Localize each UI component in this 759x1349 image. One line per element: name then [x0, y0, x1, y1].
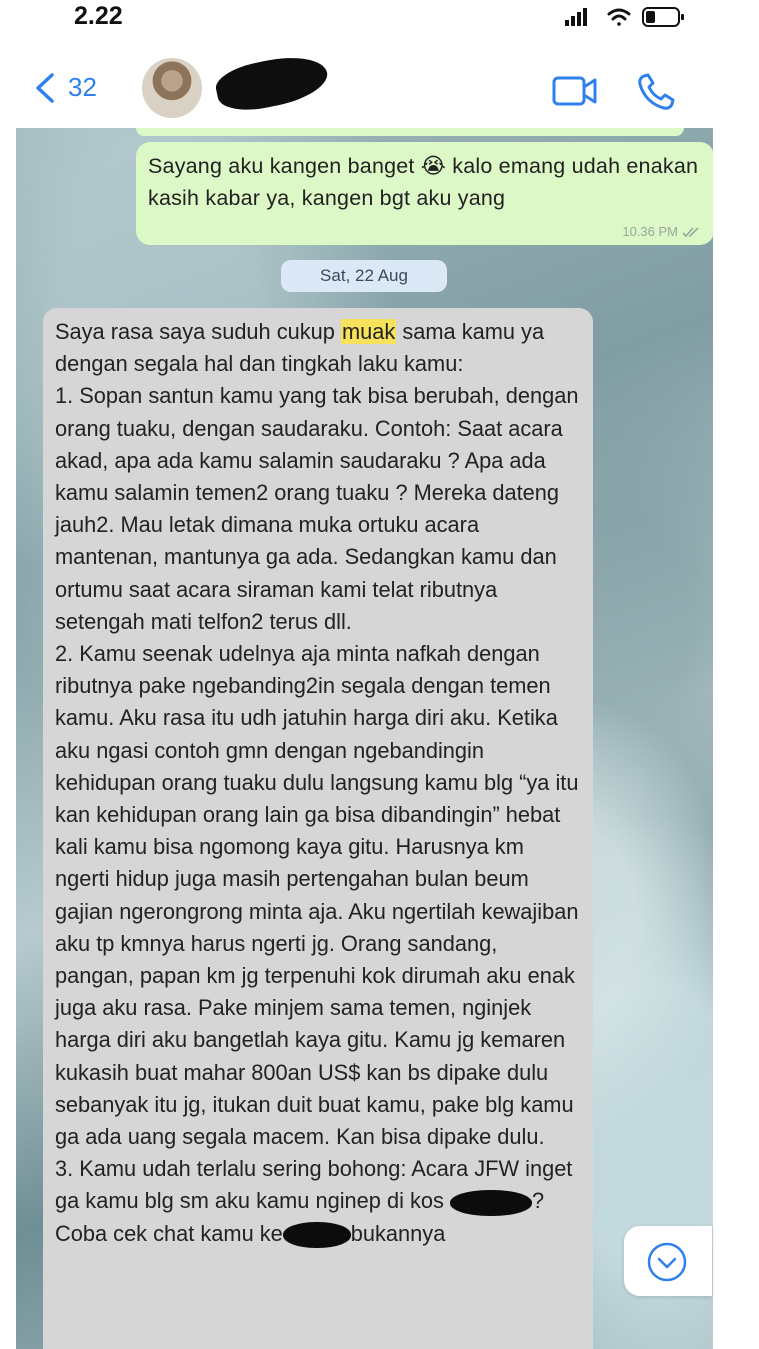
point-1: 1. Sopan santun kamu yang tak bisa berubah, dengan orang tuaku, dengan saudaraku. Contoh: Saat acara akad, apa ada kamu salamin saudaraku ? Apa ada kamu salamin temen2 orang tuaku ? Mereka dateng jauh2. Mau letak dimana muka ortuku acara mantenan, mantunya ga ada. Sedangkan kamu dan ortumu saat acara siraman kami telat ributnya setengah mati telfon2 terus dll. — [55, 383, 579, 634]
unread-count: 32 — [68, 72, 97, 102]
status-bar — [0, 0, 759, 40]
intro-text-end: sama kamu ya dengan segala hal dan tingkah laku kamu: — [55, 319, 545, 377]
chat-header — [0, 40, 759, 128]
chevron-left-icon — [34, 73, 56, 103]
point-3-end: bukannya — [350, 1220, 446, 1246]
message-text: Sayang aku kangen banget 😭 kalo emang udah enakan kasih kabar ya, kangen bgt aku yang — [148, 154, 699, 210]
signal-icon — [565, 8, 587, 26]
scroll-to-bottom-button[interactable] — [624, 1226, 712, 1296]
redacted-text — [283, 1222, 351, 1248]
message-meta — [622, 224, 702, 239]
highlighted-word: muak — [341, 319, 396, 344]
intro-text: Saya rasa saya suduh cukup — [55, 319, 341, 344]
phone-icon[interactable] — [636, 72, 676, 112]
incoming-message[interactable] — [43, 308, 593, 1349]
battery-icon — [643, 8, 684, 26]
wifi-icon — [609, 10, 629, 26]
outgoing-message[interactable] — [136, 142, 713, 245]
redacted-text — [450, 1190, 532, 1216]
status-time: 2.22 — [74, 2, 123, 30]
back-button[interactable] — [34, 72, 97, 103]
point-3: 3. Kamu udah terlalu sering bohong: Acara JFW inget ga kamu blg sm aku kamu nginep di kos — [55, 1156, 573, 1214]
message-time: 10.36 PM — [622, 224, 678, 239]
read-receipt-icon — [682, 226, 702, 238]
point-3-middle: ? Coba cek chat kamu ke — [55, 1188, 545, 1246]
point-2: 2. Kamu seenak udelnya aja minta nafkah dengan ributnya pake ngebanding2in segala dengan temen kamu. Aku rasa itu udh jatuhin harga diri aku. Ketika aku ngasi contoh gmn dengan ngebandingin kehidupan orang tuaku dulu langsung kamu blg “ya itu kan kehidupan orang lain ga bisa dibandingin” hebat kali kamu bisa ngomong kaya gitu. Harusnya km ngerti hidup juga masih pertengahan bulan beum gajian ngerongrong minta aja. Aku ngertilah kewajiban aku tp kmnya harus ngerti jg. Orang sandang, pangan, papan km jg terpenuhi kok dirumah aku enak juga aku rasa. Pake minjem sama temen, nginjek harga diri aku bangetlah kaya gitu. Kamu jg kemaren kukasih buat mahar 800an US$ kan bs dipake dulu sebanyak itu jg, itukan duit buat kamu, pake blg kamu ga ada uang segala macem. Kan bisa dipake dulu. — [55, 641, 579, 1150]
chat-area[interactable] — [16, 128, 713, 1349]
status-icons — [565, 6, 690, 28]
previous-message-edge — [136, 128, 684, 136]
chevron-down-circle-icon — [646, 1241, 688, 1283]
avatar[interactable] — [142, 58, 202, 118]
contact-name-redacted[interactable] — [212, 49, 331, 117]
message-text — [55, 316, 581, 1250]
date-separator: Sat, 22 Aug — [281, 260, 447, 292]
video-camera-icon[interactable] — [552, 74, 598, 108]
